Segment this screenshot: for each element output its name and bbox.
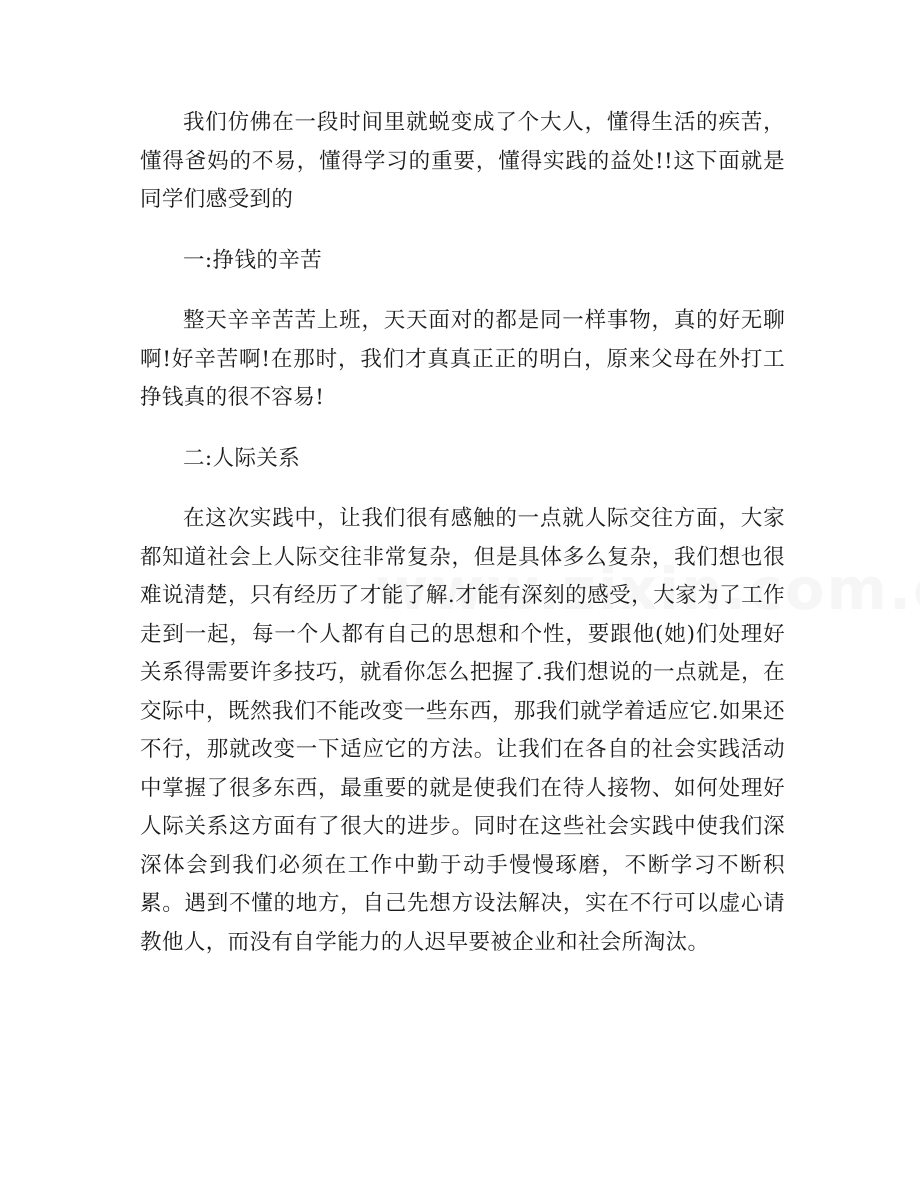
intro-paragraph: 我们仿佛在一段时间里就蜕变成了个大人，懂得生活的疾苦，懂得爸妈的不易，懂得学习的重要，懂得实践的益处!!这下面就是同学们感受到的 [140,110,785,212]
section-paragraph-earning-money: 整天辛辛苦苦上班，天天面对的都是同一样事物，真的好无聊啊!好辛苦啊!在那时，我们才真真正正的明白，原来父母在外打工挣钱真的很不容易! [140,308,785,410]
section-heading-interpersonal-relations: 二:人际关系 [183,445,301,471]
section-heading-earning-money: 一:挣钱的辛苦 [183,247,323,273]
section-paragraph-interpersonal-relations: 在这次实践中，让我们很有感触的一点就人际交往方面，大家都知道社会上人际交往非常复杂，但是具体多么复杂，我们想也很难说清楚，只有经历了才能了解.才能有深刻的感受，大家为了工作走到一起，每一个人都有自己的思想和个性，要跟他(她)们处理好关系得需要许多技巧，就看你怎么把握了.我们想说的一点就是，在交际中，既然我们不能改变一些东西，那我们就学着适应它.如果还不行，那就改变一下适应它的方法。让我们在各自的社会实践活动中掌握了很多东西，最重要的就是使我们在待人接物、如何处理好人际关系这方面有了很大的进步。同时在这些社会实践中使我们深深体会到我们必须在工作中勤于动手慢慢琢磨，不断学习不断积累。遇到不懂的地方，自己先想方设法解决，实在不行可以虚心请教他人，而没有自学能力的人迟早要被企业和社会所淘汰。 [140,506,785,955]
document-page [140,104,785,962]
